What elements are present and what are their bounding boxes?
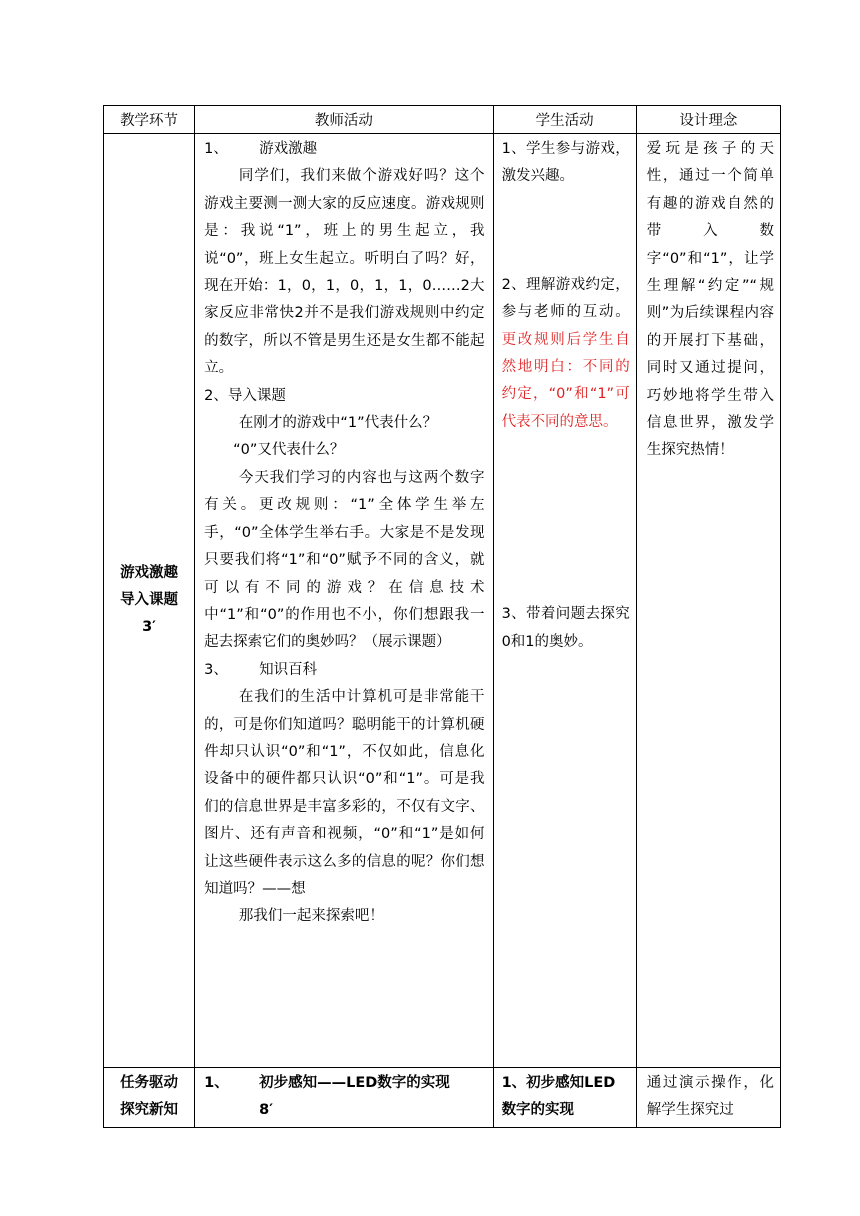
spacer	[502, 191, 630, 218]
student-item-1: 1、学生参与游戏，激发兴趣。	[501, 141, 630, 185]
paragraph: 今天我们学习的内容也与这两个数字有关。更改规则：“1”全体学生举左手，“0”全体学生举右手。大家是不是发现只要我们将“1”和“0”赋予不同的含义，就可以有不同的游戏？在信息技术中“1”和“0”的作用也不小，你们想跟我一起去探索它们的奥妙吗？（展示课题）	[204, 469, 485, 651]
section-title: 初步感知——LED数字的实现	[259, 1075, 450, 1091]
stage-cell-task	[104, 1068, 195, 1128]
lesson-plan-table	[103, 105, 781, 1128]
design-concept-text: 爱玩是孩子的天性，通过一个简单有趣的游戏自然的带入数字“0”和“1”，让学生理解“约定”“规则”为后续课程内容的开展打下基础，同时又通过提问，巧妙地将学生带入信息世界，激发学生探究热情！	[646, 141, 774, 459]
paragraph: 在刚才的游戏中“1”代表什么？	[238, 415, 438, 432]
design-concept-cell-task	[636, 1068, 780, 1128]
stage-line: 探究新知	[120, 1102, 179, 1118]
section-number: 1、	[204, 1075, 229, 1091]
header-row	[104, 106, 781, 134]
student-item-task: 1、初步感知LED数字的实现	[501, 1075, 616, 1119]
stage-line: 导入课题	[120, 592, 179, 608]
student-item-3: 3、带着问题去探究0和1的奥妙。	[501, 606, 630, 650]
design-concept-cell	[636, 134, 780, 1068]
student-item-2-highlight: 更改规则后学生自然地明白：不同的约定，“0”和“1”可代表不同的意思。	[501, 331, 630, 430]
section-number: 3、	[204, 661, 228, 678]
spacer	[502, 436, 630, 601]
student-item-2	[502, 272, 630, 436]
section-heading-2: 2、导入课题	[204, 387, 286, 404]
student-activity-cell-task	[493, 1068, 636, 1128]
design-concept-text-task: 通过演示操作，化解学生探究过	[646, 1075, 774, 1119]
header-student-activity: 学生活动	[493, 106, 636, 134]
section-number: 1、	[204, 141, 228, 157]
stage-line: 游戏激趣	[120, 565, 179, 581]
student-activity-cell	[493, 134, 636, 1068]
section-time: 8′	[259, 1102, 274, 1119]
section-heading-task	[204, 1070, 484, 1097]
header-teacher-activity: 教师活动	[195, 106, 493, 134]
header-design-concept: 设计理念	[636, 106, 780, 134]
stage-cell-intro	[104, 134, 195, 1068]
stage-line: 任务驱动	[120, 1075, 179, 1091]
spacer	[502, 218, 630, 245]
stage-time: 3′	[142, 619, 157, 635]
table-row-task	[104, 1068, 781, 1128]
teacher-activity-cell-task	[195, 1068, 493, 1128]
section-title: 游戏激趣	[259, 141, 318, 157]
paragraph: 那我们一起来探索吧！	[238, 908, 384, 925]
student-item-2-text: 2、理解游戏约定，参与老师的互动。	[501, 276, 630, 321]
section-heading-3	[204, 657, 484, 684]
paragraph: 同学们，我们来做个游戏好吗？这个游戏主要测一测大家的反应速度。游戏规则是：我说“1”，班上的男生起立，我说“0”，班上女生起立。听明白了吗？好，现在开始：1，0，1，0，1，1，0……2大家反应非常快2并不是我们游戏规则中约定的数字，所以不管是男生还是女生都不能起立。	[204, 168, 485, 377]
section-title: 知识百科	[259, 661, 318, 678]
paragraph: 在我们的生活中计算机可是非常能干的，可是你们知道吗？聪明能干的计算机硬件却只认识“0”和“1”，不仅如此，信息化设备中的硬件都只认识“0”和“1”。可是我们的信息世界是丰富多彩的，不仅有文字、图片、还有声音和视频，“0”和“1”是如何让这些硬件表示这么多的信息的呢？你们想知道吗？——想	[204, 689, 485, 897]
header-stage: 教学环节	[104, 106, 195, 134]
section-heading-1	[204, 136, 484, 163]
spacer	[502, 245, 630, 272]
table-row-intro	[104, 134, 781, 1068]
paragraph: “0”又代表什么？	[233, 442, 345, 459]
teacher-activity-cell	[195, 134, 493, 1068]
